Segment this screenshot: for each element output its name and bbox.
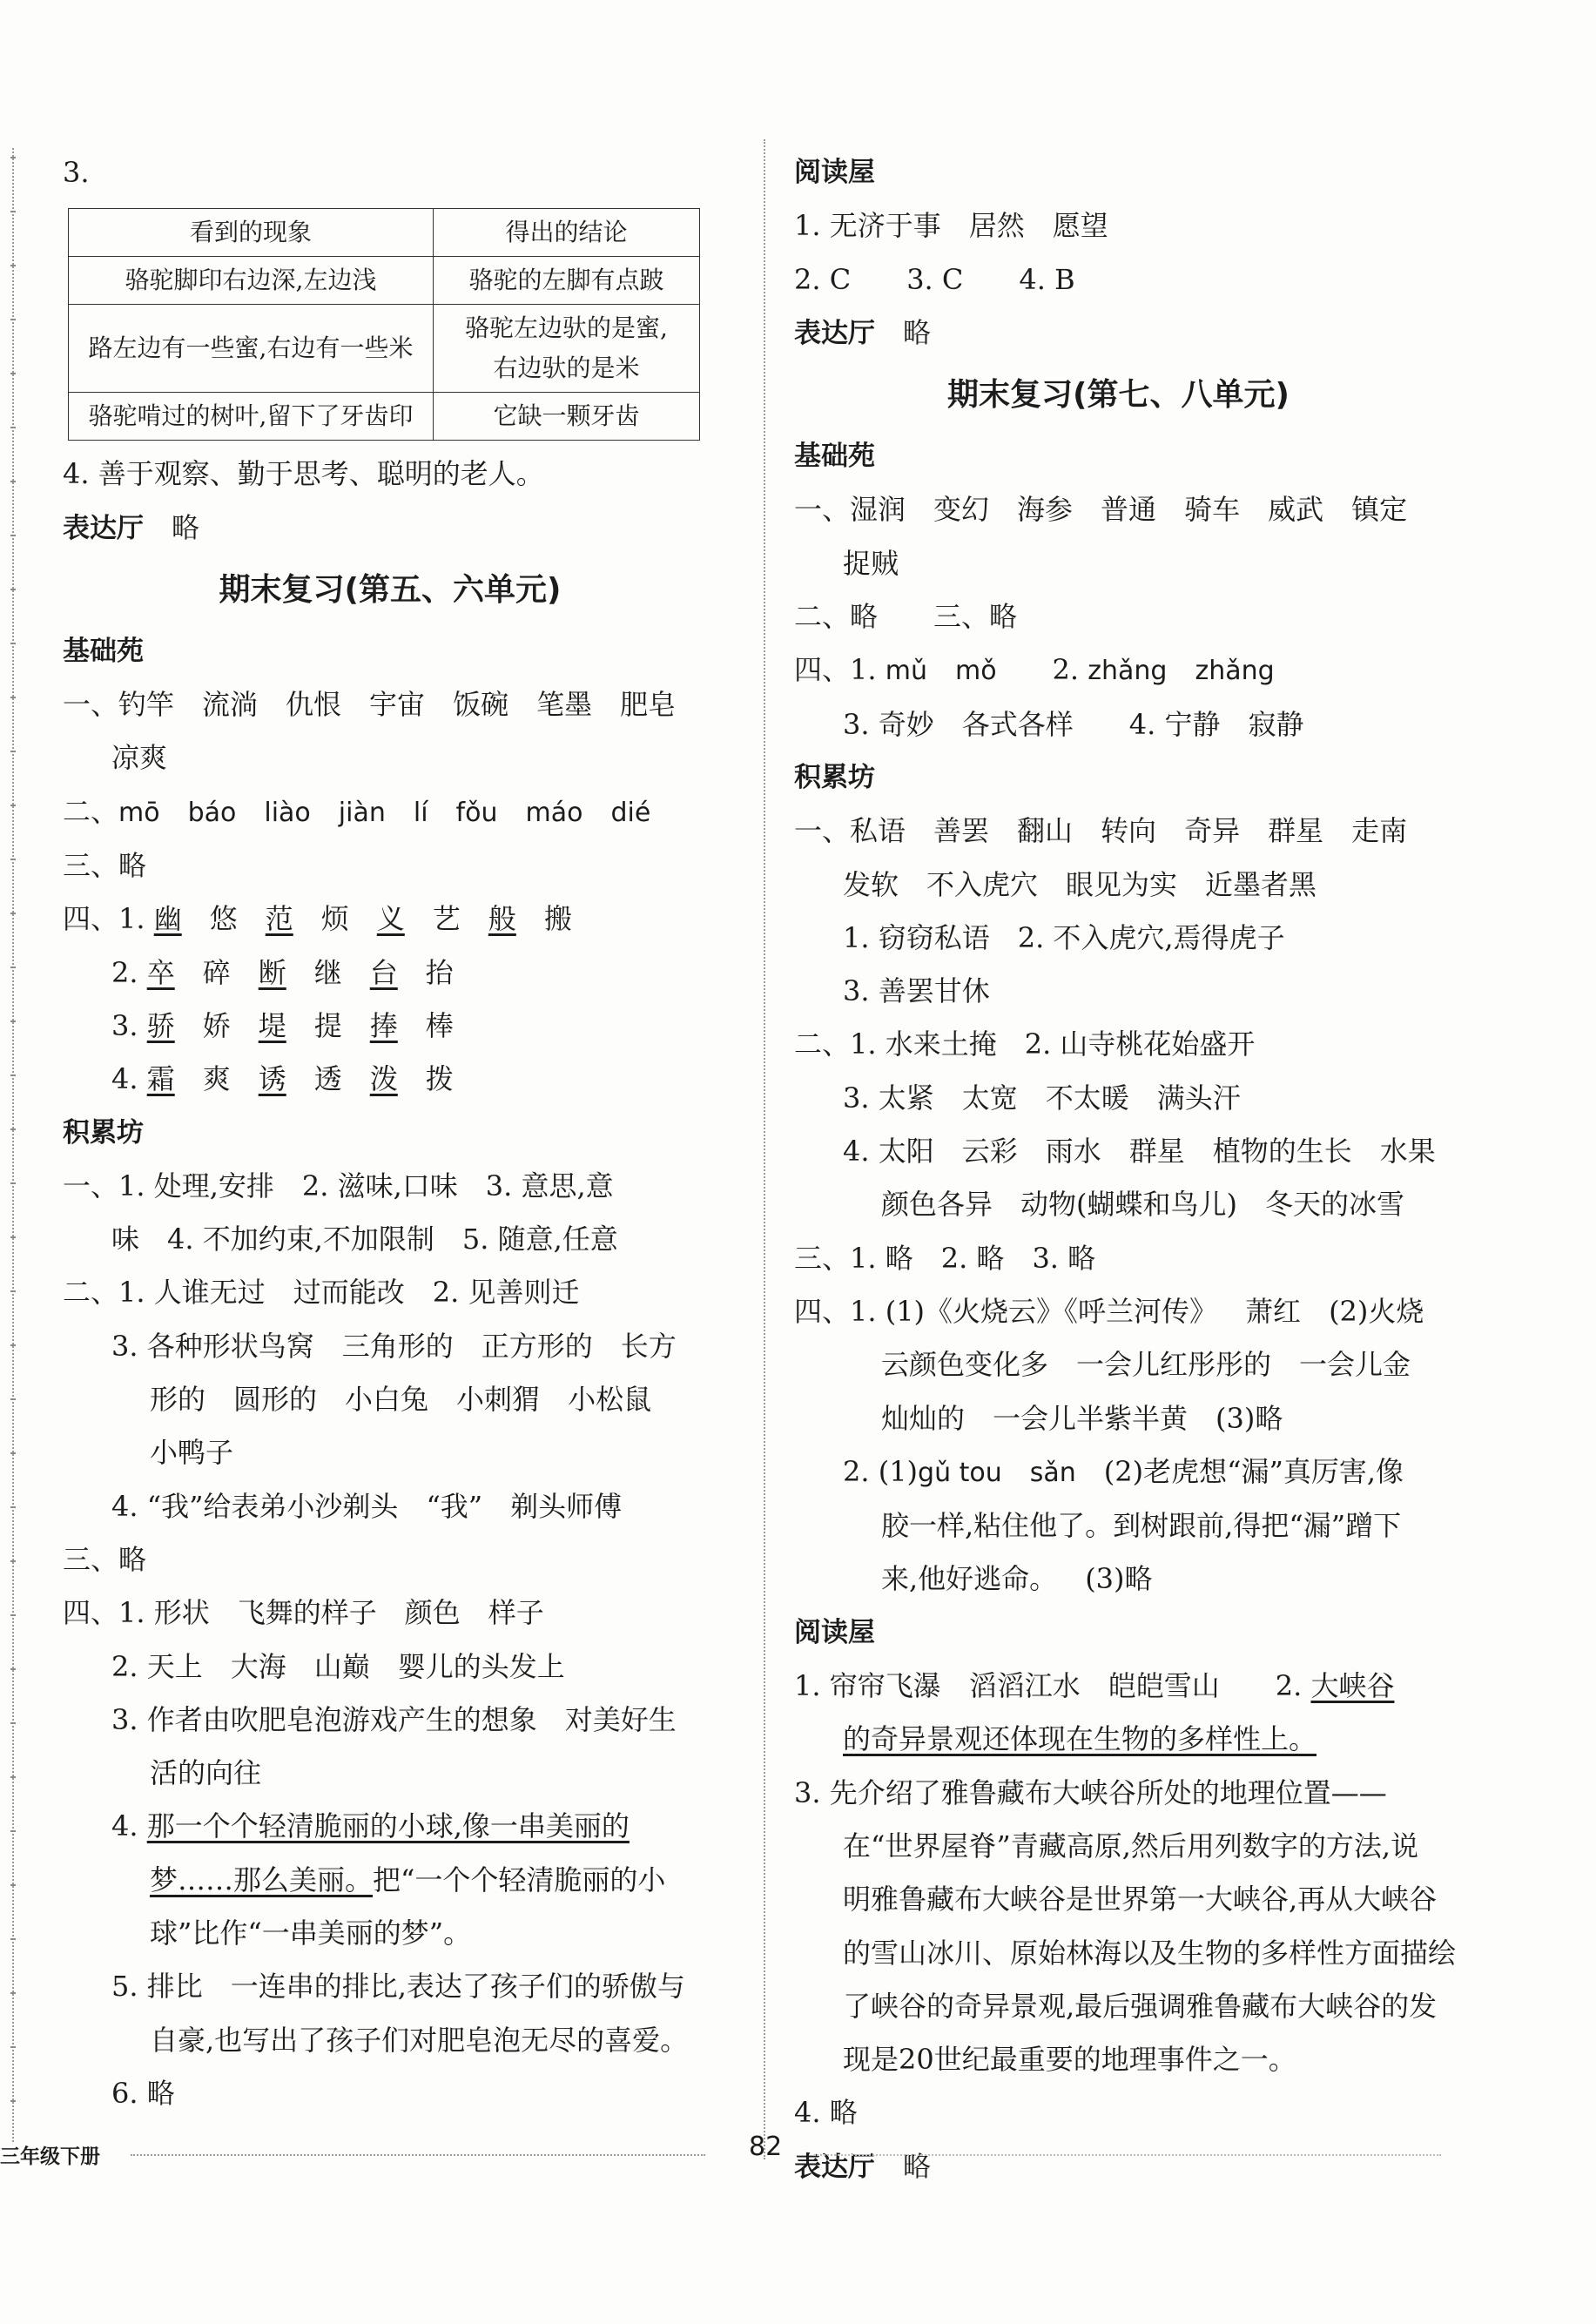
answer-text: 愿望 xyxy=(1052,209,1108,243)
pinyin: mō xyxy=(118,797,160,828)
underlined-sentence: 那一个个轻清脆丽的小球,像一串美丽的 xyxy=(146,1809,630,1843)
answer-text: 5. 排比 xyxy=(111,1970,203,2004)
grade-label: 三年级下册 xyxy=(0,2145,100,2168)
answer-text: 烦 xyxy=(320,902,349,936)
pinyin: máo xyxy=(525,797,583,828)
answer-line: 在“世界屋脊”青藏高原,然后用列数字的方法,说 xyxy=(843,1829,1419,1863)
answer-text: 透 xyxy=(313,1062,342,1096)
answer-text: 动物(蝴蝶和鸟儿) xyxy=(1020,1188,1237,1222)
answer-line: 三、略 xyxy=(63,1542,147,1576)
pinyin: gǔ tou xyxy=(918,1457,1002,1488)
answer-line: 球”比作“一串美丽的梦”。 xyxy=(150,1916,472,1950)
underlined-char: 台 xyxy=(369,955,398,989)
table-cell: 骆驼啃过的树叶,留下了牙齿印 xyxy=(69,393,434,441)
answer-text: 4. B xyxy=(1019,262,1075,296)
answer-text: 2. xyxy=(1275,1669,1311,1703)
answer-text: 翻山 xyxy=(1017,814,1074,848)
answer-text: 不入虎穴 xyxy=(926,867,1039,901)
answer-text: 2. xyxy=(111,955,138,989)
answer-line xyxy=(794,306,1443,360)
answer-text: 来,他好逃命。 xyxy=(881,1562,1058,1596)
table-row xyxy=(69,393,700,441)
answer-line xyxy=(794,859,1443,912)
answer-text: 奇异 xyxy=(1184,814,1241,848)
answer-text: (3)略 xyxy=(1085,1562,1153,1596)
answer-text: 对美好生 xyxy=(564,1702,677,1736)
answer-text: 略 xyxy=(903,2149,932,2183)
answer-text: 不太暖 xyxy=(1045,1081,1129,1115)
section-heading: 表达厅 xyxy=(794,2151,875,2183)
answer-text: 2. 不入虎穴,焉得虎子 xyxy=(1017,920,1285,954)
answer-text: 萧红 xyxy=(1245,1294,1302,1328)
pinyin: zhǎng xyxy=(1088,656,1168,687)
answer-text: 近墨者黑 xyxy=(1205,867,1317,901)
underlined-char: 诱 xyxy=(258,1062,286,1096)
answer-text: 饭碗 xyxy=(453,688,509,722)
answer-line xyxy=(63,1000,717,1053)
answer-text: 娇 xyxy=(202,1008,231,1042)
answer-text: 样子 xyxy=(488,1596,544,1630)
answer-line: 4. 善于观察、勤于思考、聪明的老人。 xyxy=(63,457,544,491)
answer-text: 略 xyxy=(903,315,932,349)
answer-line xyxy=(63,1320,717,1373)
answer-line xyxy=(794,483,1443,536)
answer-line xyxy=(794,1072,1443,1125)
answer-text: 三角形的 xyxy=(341,1329,454,1363)
table-cell xyxy=(434,305,700,393)
answer-text: 居然 xyxy=(968,209,1025,243)
pinyin: sǎn xyxy=(1029,1457,1076,1488)
answer-text: 3. 太紧 xyxy=(843,1081,934,1115)
table-header-cell: 看到的现象 xyxy=(69,209,434,257)
answer-text: 4. 不加约束,不加限制 xyxy=(167,1223,434,1256)
answer-line: 胶一样,粘住他了。到树跟前,得把“漏”蹭下 xyxy=(881,1509,1402,1543)
answer-text: 二、 xyxy=(63,794,119,828)
answer-line xyxy=(794,1445,1443,1499)
answer-text: 太宽 xyxy=(961,1081,1018,1115)
answer-text: 满头汗 xyxy=(1156,1081,1241,1115)
answer-text: 海参 xyxy=(1017,493,1074,527)
answer-text: 二、1. 人谁无过 xyxy=(63,1276,266,1310)
underlined-char: 范 xyxy=(265,902,293,936)
answer-text: 山巅 xyxy=(313,1649,370,1683)
page-footer xyxy=(0,2132,1596,2175)
answer-line: 现是20世纪最重要的地理事件之一。 xyxy=(843,2043,1296,2077)
section-heading: 表达厅 xyxy=(794,317,875,349)
answer-text: 镇定 xyxy=(1351,493,1408,527)
answer-line xyxy=(794,912,1443,965)
answer-text: “我” xyxy=(426,1489,483,1523)
answer-line xyxy=(63,1160,717,1213)
answer-text: 一会儿半紫半黄 xyxy=(993,1401,1189,1435)
answer-line xyxy=(63,1213,717,1266)
pinyin: fǒu xyxy=(455,797,498,828)
pinyin: báo xyxy=(187,797,237,828)
answer-text: 4. 太阳 xyxy=(843,1135,934,1169)
answer-line xyxy=(794,643,1443,697)
answer-text: 颜色 xyxy=(404,1596,461,1630)
section-heading: 表达厅 xyxy=(63,512,144,544)
answer-line xyxy=(794,590,1443,643)
answer-line xyxy=(63,502,717,556)
answer-text: 笔墨 xyxy=(536,688,593,722)
answer-text: 四、1. (1)《火烧云》《呼兰河传》 xyxy=(794,1294,1218,1328)
answer-text: 一会儿红彤彤的 xyxy=(1076,1348,1272,1382)
answer-text: 灿灿的 xyxy=(881,1401,966,1435)
answer-line xyxy=(794,1553,1443,1606)
answer-text: 碎 xyxy=(202,955,231,989)
answer-line xyxy=(794,253,1443,306)
answer-text: 2. 山寺桃花始盛开 xyxy=(1024,1027,1256,1061)
answer-text: 小白兔 xyxy=(345,1383,429,1417)
answer-line xyxy=(794,1392,1443,1445)
answer-line xyxy=(794,1660,1443,1713)
answer-line xyxy=(63,1960,717,2013)
answer-text: 3. 作者由吹肥皂泡游戏产生的想象 xyxy=(111,1702,537,1736)
answer-text: 3. 略 xyxy=(1032,1241,1096,1275)
answer-text: 形的 xyxy=(150,1383,206,1417)
answer-text: 善罢 xyxy=(933,814,990,848)
answer-line xyxy=(63,893,717,946)
answer-text: 四、1. 形状 xyxy=(63,1596,210,1630)
answer-text: 一连串的排比,表达了孩子们的骄傲与 xyxy=(230,1970,685,2004)
underlined-char: 断 xyxy=(258,955,286,989)
answer-text: 5. 随意,任意 xyxy=(461,1223,618,1256)
section-heading: 基础苑 xyxy=(794,441,875,473)
underlined-char: 泼 xyxy=(369,1062,398,1096)
answer-text: 大海 xyxy=(230,1649,286,1683)
answer-text: 转向 xyxy=(1101,814,1157,848)
answer-line xyxy=(794,1178,1443,1231)
answer-text: (3)略 xyxy=(1216,1401,1283,1435)
underlined-sentence: 的奇异景观还体现在生物的多样性上。 xyxy=(843,1722,1317,1756)
answer-line xyxy=(63,1694,717,1747)
answer-text: 4. 宁静 xyxy=(1128,707,1221,741)
answer-line xyxy=(794,698,1443,751)
answer-text: 悠 xyxy=(209,902,238,936)
left-column xyxy=(63,146,717,2120)
answer-line xyxy=(63,1266,717,1319)
table-cell: 骆驼脚印右边深,左边浅 xyxy=(69,257,434,305)
underlined-char: 义 xyxy=(376,902,405,936)
binding-margin-ticks xyxy=(5,157,21,2133)
answer-line: 6. 略 xyxy=(111,2076,175,2110)
answer-text: 长方 xyxy=(620,1329,677,1363)
answer-line xyxy=(794,1232,1443,1285)
answer-text: 剃头师傅 xyxy=(510,1489,623,1523)
answer-text: 群星 xyxy=(1268,814,1324,848)
section-heading: 阅读屋 xyxy=(794,157,875,188)
answer-text: 2. 略 xyxy=(940,1241,1005,1275)
table-row xyxy=(69,257,700,305)
pinyin: dié xyxy=(610,797,651,828)
answer-line xyxy=(63,1640,717,1694)
answer-line: 3. 善罢甘休 xyxy=(843,974,990,1008)
answer-text: 威武 xyxy=(1268,493,1324,527)
answer-line xyxy=(63,785,717,839)
answer-text: 味 xyxy=(111,1223,140,1256)
answer-text: 云颜色变化多 xyxy=(881,1348,1049,1382)
answer-text: 2. 滋味,口味 xyxy=(301,1169,458,1202)
item-3-label: 3. xyxy=(63,156,90,189)
answer-line xyxy=(63,1586,717,1640)
answer-line: 三、略 xyxy=(63,849,147,883)
answer-text: 艺 xyxy=(432,902,461,936)
answer-text: 发软 xyxy=(843,867,899,901)
column-divider xyxy=(764,139,765,2159)
answer-line xyxy=(63,946,717,1000)
answer-text: 二、1. 水来土掩 xyxy=(794,1027,997,1061)
table-row xyxy=(69,305,700,393)
answer-text: 2. (1) xyxy=(843,1454,919,1488)
answer-line xyxy=(794,805,1443,858)
underlined-char: 堤 xyxy=(258,1008,286,1042)
answer-text: 宇宙 xyxy=(369,688,426,722)
answer-text: 过而能改 xyxy=(293,1276,405,1310)
answer-line xyxy=(63,1854,717,1907)
answer-text: 四、1. xyxy=(794,653,877,687)
answer-text: 3. 各种形状鸟窝 xyxy=(111,1329,314,1363)
answer-line: 明雅鲁藏布大峡谷是世界第一大峡谷,再从大峡谷 xyxy=(843,1883,1438,1916)
answer-text: 一会儿金 xyxy=(1299,1348,1411,1382)
answer-text: 一、1. 处理,安排 xyxy=(63,1169,274,1202)
answer-text: 小刺猬 xyxy=(456,1383,541,1417)
answer-text: 3. 意思,意 xyxy=(485,1169,614,1202)
answer-text: 一、湿润 xyxy=(794,493,906,527)
review-title: 期末复习(第七、八单元) xyxy=(947,377,1290,414)
answer-text: 肥皂 xyxy=(620,688,677,722)
answer-text: 一、私语 xyxy=(794,814,906,848)
answer-line: 小鸭子 xyxy=(150,1436,234,1470)
answer-line xyxy=(63,1800,717,1853)
answer-line xyxy=(63,678,717,731)
table-cell: 它缺一颗牙齿 xyxy=(434,393,700,441)
table-header-cell: 得出的结论 xyxy=(434,209,700,257)
underlined-char: 卒 xyxy=(146,955,175,989)
answer-line xyxy=(794,1713,1443,1766)
answer-text: 冬天的冰雪 xyxy=(1265,1188,1405,1222)
answer-text: 走南 xyxy=(1351,814,1408,848)
answer-text: (2)老虎想“漏”真厉害,像 xyxy=(1103,1454,1404,1488)
observation-table xyxy=(68,208,700,441)
pinyin: liào xyxy=(264,797,311,828)
answer-text: (2)火烧 xyxy=(1329,1294,1424,1328)
table-cell-line: 右边驮的是米 xyxy=(493,354,640,383)
table-cell: 路左边有一些蜜,右边有一些米 xyxy=(69,305,434,393)
answer-text: 提 xyxy=(313,1008,342,1042)
answer-text: 棒 xyxy=(425,1008,454,1042)
answer-text: 寂静 xyxy=(1248,707,1304,741)
footer-dotted-rule xyxy=(131,2154,705,2156)
underlined-char: 骄 xyxy=(146,1008,175,1042)
answer-line: 3. 先介绍了雅鲁藏布大峡谷所处的地理位置—— xyxy=(794,1775,1387,1809)
answer-text: 小松鼠 xyxy=(568,1383,652,1417)
answer-text: 2. xyxy=(1052,653,1080,687)
answer-text: 2. 天上 xyxy=(111,1649,203,1683)
underlined-char: 幽 xyxy=(153,902,182,936)
answer-text: 变幻 xyxy=(933,493,990,527)
answer-line xyxy=(794,1125,1443,1178)
answer-text: 流淌 xyxy=(202,688,259,722)
answer-line xyxy=(794,1285,1443,1338)
answer-line xyxy=(794,199,1443,253)
answer-line: 自豪,也写出了孩子们对肥皂泡无尽的喜爱。 xyxy=(150,2023,689,2057)
section-heading: 基础苑 xyxy=(63,635,144,667)
answer-text: 3. xyxy=(111,1008,138,1042)
answer-line: 凉爽 xyxy=(111,741,168,775)
answer-line: 的雪山冰川、原始林海以及生物的多样性方面描绘 xyxy=(843,1936,1457,1970)
answer-text: 抬 xyxy=(425,955,454,989)
answer-text: 骑车 xyxy=(1184,493,1241,527)
answer-line xyxy=(63,1480,717,1533)
answer-text: 圆形的 xyxy=(233,1383,318,1417)
footer-dotted-rule xyxy=(814,2154,1441,2156)
answer-text: 4. xyxy=(111,1809,147,1843)
answer-line xyxy=(63,1053,717,1106)
answer-text: 三、略 xyxy=(933,600,1018,634)
answer-text: 婴儿的头发上 xyxy=(397,1649,565,1683)
pinyin: lí xyxy=(413,797,428,828)
pinyin: jiàn xyxy=(338,797,386,828)
answer-text: 二、略 xyxy=(794,600,879,634)
answer-text: 滔滔江水 xyxy=(968,1669,1081,1703)
review-title: 期末复习(第五、六单元) xyxy=(219,571,562,608)
answer-text: 仇恨 xyxy=(286,688,342,722)
underlined-sentence: 大峡谷 xyxy=(1310,1669,1395,1703)
table-cell-line: 骆驼左边驮的是蜜, xyxy=(465,313,668,343)
section-heading: 积累坊 xyxy=(794,761,875,793)
answer-text: 植物的生长 xyxy=(1212,1135,1352,1169)
answer-text: 3. C xyxy=(906,262,964,296)
answer-text: 各式各样 xyxy=(961,707,1074,741)
pinyin: mǔ xyxy=(885,656,927,687)
answer-text: 2. C xyxy=(794,262,852,296)
answer-line: 了峡谷的奇异景观,最后强调雅鲁藏布大峡谷的发 xyxy=(843,1989,1438,2023)
answer-text: 三、1. 略 xyxy=(794,1241,913,1275)
answer-text: 群星 xyxy=(1128,1135,1185,1169)
answer-text: 略 xyxy=(172,510,200,544)
page-number: 82 xyxy=(749,2132,783,2162)
answer-text: 把“一个个轻清脆丽的小 xyxy=(373,1863,666,1896)
section-heading: 积累坊 xyxy=(63,1116,144,1149)
answer-text: 4. “我”给表弟小沙剃头 xyxy=(111,1489,399,1523)
underlined-char: 霜 xyxy=(146,1062,175,1096)
answer-text: 云彩 xyxy=(961,1135,1018,1169)
underlined-char: 般 xyxy=(488,902,516,936)
answer-line xyxy=(794,1018,1443,1071)
section-heading: 阅读屋 xyxy=(794,1616,875,1648)
answer-line: 4. 略 xyxy=(794,2096,858,2130)
answer-text: 四、1. xyxy=(63,902,145,936)
pinyin: zhǎng xyxy=(1195,656,1275,687)
answer-text: 爽 xyxy=(202,1062,231,1096)
answer-text: 皑皑雪山 xyxy=(1108,1669,1220,1703)
answer-text: 1. 帘帘飞瀑 xyxy=(794,1669,941,1703)
table-header-row xyxy=(69,209,700,257)
answer-text: 1. 无济于事 xyxy=(794,209,941,243)
answer-text: 颜色各异 xyxy=(881,1188,993,1222)
answer-line xyxy=(794,1338,1443,1391)
right-column xyxy=(794,146,1457,2194)
answer-text: 雨水 xyxy=(1045,1135,1101,1169)
underlined-sentence: 梦……那么美丽。 xyxy=(150,1863,374,1896)
answer-text: 搬 xyxy=(543,902,572,936)
answer-text: 继 xyxy=(313,955,342,989)
answer-text: 一、钓竿 xyxy=(63,688,175,722)
answer-text: 正方形的 xyxy=(481,1329,593,1363)
answer-text: 拨 xyxy=(425,1062,454,1096)
answer-text: 水果 xyxy=(1379,1135,1436,1169)
answer-text: 1. 窃窃私语 xyxy=(843,920,990,954)
answer-text: 3. 奇妙 xyxy=(843,707,934,741)
answer-line xyxy=(63,1373,717,1426)
answer-text: 2. 见善则迁 xyxy=(432,1276,580,1310)
answer-text: 普通 xyxy=(1101,493,1157,527)
answer-text: 飞舞的样子 xyxy=(237,1596,377,1630)
answer-text: 4. xyxy=(111,1062,138,1096)
answer-line: 捉贼 xyxy=(843,546,899,580)
table-cell: 骆驼的左脚有点跛 xyxy=(434,257,700,305)
answer-line: 活的向往 xyxy=(150,1756,262,1790)
answer-text: 眼见为实 xyxy=(1066,867,1178,901)
pinyin: mǒ xyxy=(954,656,997,687)
underlined-char: 捧 xyxy=(369,1008,398,1042)
